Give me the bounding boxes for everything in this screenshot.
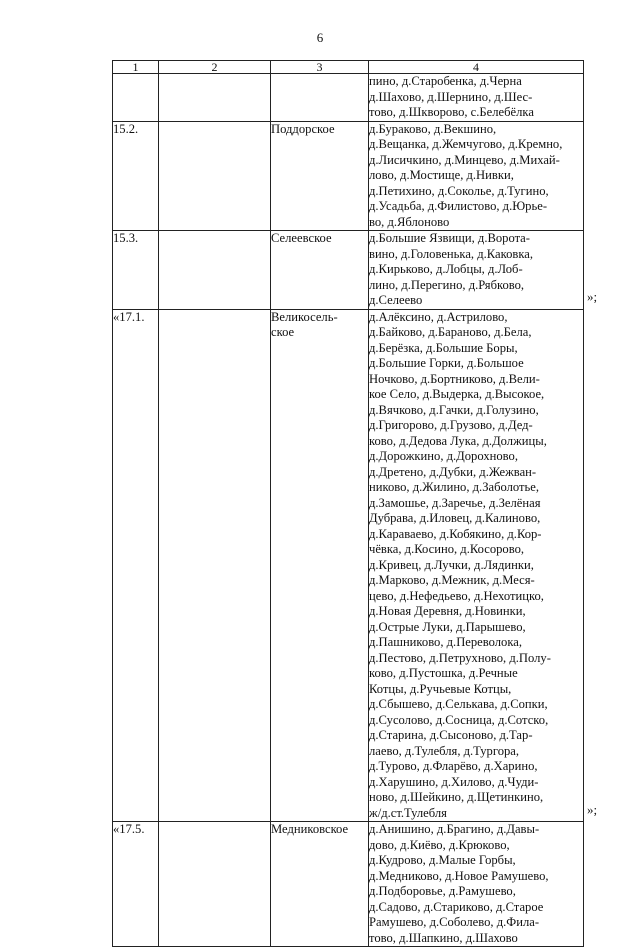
locality-line: д.Харушино, д.Хилово, д.Чуди- <box>369 774 539 789</box>
locality-line: вино, д.Головенька, д.Каковка, <box>369 246 533 261</box>
locality-line: д.Кривец, д.Лучки, д.Лядинки, <box>369 557 534 572</box>
row-number: «17.1. <box>113 309 159 822</box>
column-header: 3 <box>271 61 369 74</box>
locality-list <box>369 121 584 231</box>
locality-list <box>369 309 584 822</box>
locality-line: никово, д.Жилино, д.Заболотье, <box>369 480 540 494</box>
locality-list <box>369 231 584 310</box>
locality-line: д.Лисичкино, д.Минцево, д.Михай- <box>369 152 560 167</box>
row-number: «17.5. <box>113 822 159 947</box>
locality-line: д.Сбышево, д.Селькава, д.Сопки, <box>369 697 548 711</box>
locality-line: Котцы, д.Ручьевые Котцы, <box>369 681 512 696</box>
table-header-row <box>113 61 584 74</box>
locality-line: Рамушево, д.Соболево, д.Фила- <box>369 915 540 929</box>
locality-line: д.Дретено, д.Дубки, д.Жежван- <box>369 464 537 479</box>
locality-line: д.Вячково, д.Гачки, д.Голузино, <box>369 402 539 417</box>
row-number: 15.2. <box>113 121 159 231</box>
locality-line: д.Сусолово, д.Сосница, д.Сотско, <box>369 712 549 727</box>
locality-line: ково, д.Дедова Лука, д.Должицы, <box>369 433 547 448</box>
locality-list <box>369 74 584 122</box>
locality-line: д.Анишино, д.Брагино, д.Давы- <box>369 822 540 836</box>
locality-line: д.Пестово, д.Петрухново, д.Полу- <box>369 650 551 665</box>
row-suffix: »; <box>587 289 598 304</box>
locality-line: д.Вещанка, д.Жемчугово, д.Кремно, <box>369 137 563 151</box>
locality-line: тово, д.Шкворово, с.Белебёлка <box>369 105 534 119</box>
locality-line: д.Марково, д.Межник, д.Меся- <box>369 573 535 587</box>
row-empty-cell <box>159 231 271 310</box>
locality-line: Ночково, д.Бортниково, д.Вели- <box>369 371 540 386</box>
locality-line: д.Селеево <box>369 293 423 307</box>
row-suffix: »; <box>587 801 598 817</box>
locality-list <box>369 822 584 947</box>
locality-line: д.Шахово, д.Шернино, д.Шес- <box>369 89 533 104</box>
locality-line: цево, д.Нефедьево, д.Нехотицко, <box>369 588 544 603</box>
locality-line: д.Бураково, д.Векшино, <box>369 121 497 136</box>
locality-line: д.Петихино, д.Соколье, д.Тугино, <box>369 183 549 198</box>
locality-line: кое Село, д.Выдерка, д.Высокое, <box>369 387 545 401</box>
locality-line: д.Дорожкино, д.Дорохново, <box>369 449 518 463</box>
locality-line: лаево, д.Тулебля, д.Тургора, <box>369 743 520 758</box>
locality-line: д.Острые Луки, д.Парышево, <box>369 619 526 634</box>
settlement-name: Поддорское <box>271 121 369 231</box>
table-row <box>113 309 584 822</box>
locality-line: ково, д.Пустошка, д.Речные <box>369 666 518 680</box>
locality-line: д.Подборовье, д.Рамушево, <box>369 884 516 898</box>
settlement-name: Селеевское <box>271 231 369 310</box>
locality-line: д.Садово, д.Стариково, д.Старое <box>369 899 544 914</box>
row-empty-cell <box>159 309 271 822</box>
page-number: 6 <box>316 30 324 45</box>
column-header: 4 <box>369 61 584 74</box>
locality-line: ж/д.ст.Тулебля <box>369 805 447 820</box>
locality-line: д.Замошье, д.Заречье, д.Зелёная <box>369 495 541 510</box>
locality-line: д.Григорово, д.Грузово, д.Дед- <box>369 418 533 432</box>
locality-line: д.Кирьково, д.Лобцы, д.Лоб- <box>369 262 523 276</box>
locality-line: д.Кудрово, д.Малые Горбы, <box>369 853 516 867</box>
locality-line: лово, д.Мостище, д.Нивки, <box>369 168 514 182</box>
locality-line: д.Караваево, д.Кобякино, д.Кор- <box>369 526 542 541</box>
locality-line: дово, д.Киёво, д.Крюково, <box>369 837 510 852</box>
locality-line: тово, д.Шапкино, д.Шахово <box>369 930 518 945</box>
locality-line: д.Байково, д.Бараново, д.Бела, <box>369 325 532 339</box>
settlement-name: Великосель- ское <box>271 309 369 822</box>
locality-line: чёвка, д.Косино, д.Косорово, <box>369 542 525 556</box>
locality-line: во, д.Яблоново <box>369 214 450 229</box>
table-row <box>113 121 584 231</box>
settlement-name: Медниковское <box>271 822 369 947</box>
column-header: 2 <box>159 61 271 74</box>
locality-line: д.Берёзка, д.Большие Боры, <box>369 340 518 355</box>
locality-line: пино, д.Старобенка, д.Черна <box>369 74 522 88</box>
column-header: 1 <box>113 61 159 74</box>
locality-line: д.Медниково, д.Новое Рамушево, <box>369 868 549 883</box>
locality-line: д.Старина, д.Сысоново, д.Тар- <box>369 728 533 742</box>
locality-line: д.Пашниково, д.Переволока, <box>369 635 523 649</box>
locality-line: д.Алёксино, д.Астрилово, <box>369 309 508 324</box>
row-number: 15.3. <box>113 231 159 310</box>
table-row <box>113 231 584 310</box>
locality-line: д.Новая Деревня, д.Новинки, <box>369 604 526 618</box>
row-empty-cell <box>159 822 271 947</box>
locality-line: д.Турово, д.Фларёво, д.Харино, <box>369 759 538 773</box>
table-row <box>113 822 584 947</box>
row-empty-cell <box>159 121 271 231</box>
locality-line: д.Большие Горки, д.Большое <box>369 356 524 370</box>
locality-line: д.Усадьба, д.Филистово, д.Юрье- <box>369 199 548 213</box>
locality-line: лино, д.Перегино, д.Рябково, <box>369 277 525 292</box>
locality-line: Дубрава, д.Иловец, д.Калиново, <box>369 511 541 525</box>
settlements-table <box>112 60 584 947</box>
table-row-continuation <box>113 74 584 122</box>
locality-line: ново, д.Шейкино, д.Щетинкино, <box>369 790 544 804</box>
locality-line: д.Большие Язвищи, д.Воротa- <box>369 231 530 245</box>
